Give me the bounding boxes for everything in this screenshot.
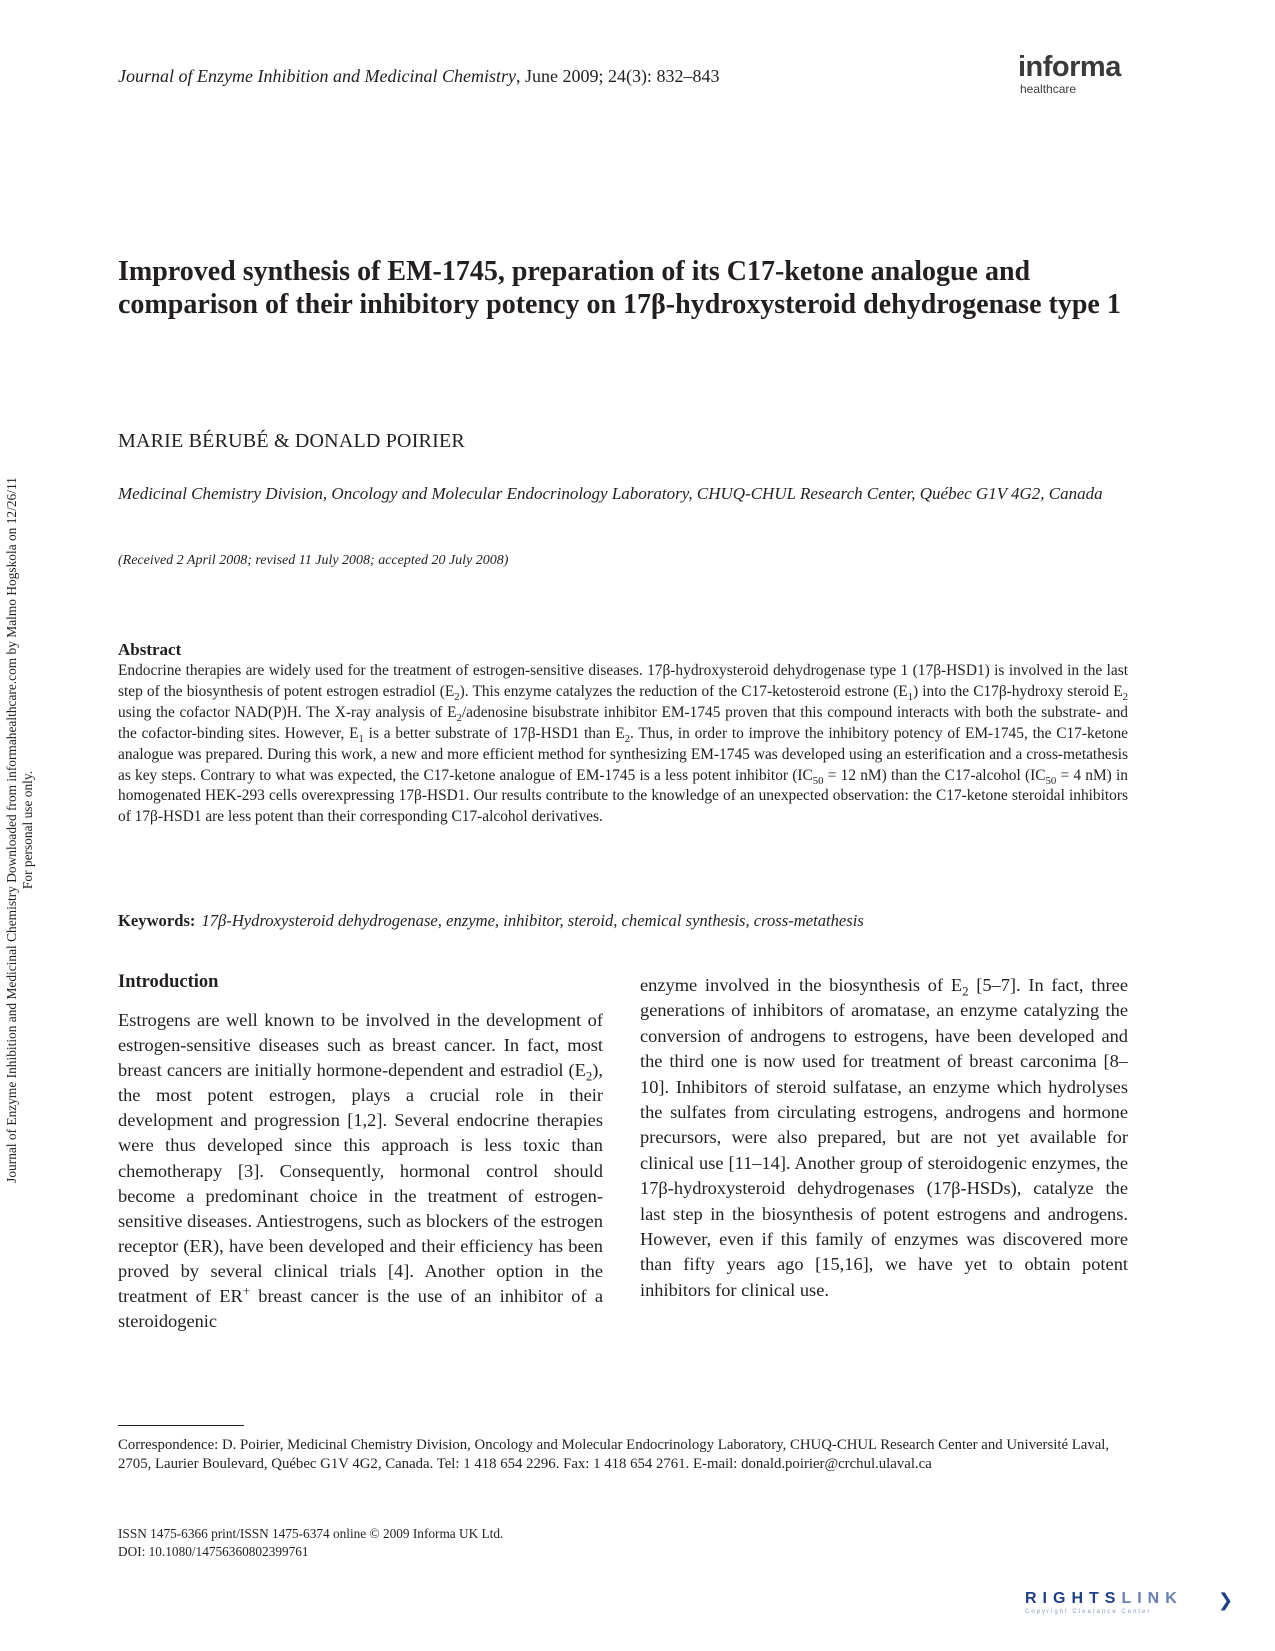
rightslink-logo[interactable] [1025, 1590, 1234, 1615]
correspondence-note: Correspondence: D. Poirier, Medicinal Chemistry Division, Oncology and Molecular Endocrinology Laboratory, CHUQ-CHUL Research Center and Université Laval, 2705, Laurier Boulevard, Québec G1V 4G2, Canada. Tel: 1 418 654 2296. Fax: 1 418 654 2761. E-mail: donald.poirier@crchul.ulaval.ca [118, 1437, 1110, 1472]
subscript: 2 [456, 711, 462, 724]
abstract-text: is a better substrate of 17β-HSD1 than E [363, 724, 625, 742]
received-dates: (Received 2 April 2008; revised 11 July 2008; accepted 20 July 2008) [118, 553, 509, 568]
footnote-divider [118, 1425, 244, 1426]
keywords-value: 17β-Hydroxysteroid dehydrogenase, enzyme, inhibitor, steroid, chemical synthesis, cross-metathesis [201, 911, 864, 930]
subscript: 50 [1045, 774, 1057, 787]
issn-block [118, 1525, 503, 1561]
article-affiliation: Medicinal Chemistry Division, Oncology and Molecular Endocrinology Laboratory, CHUQ-CHUL Research Center, Québec G1V 4G2, Canada [118, 484, 1103, 503]
body-text: Estrogens are well known to be involved in the development of estrogen-sensitive diseases such as breast cancer. In fact, most breast cancers are initially hormone-dependent and estradiol (E [118, 1010, 603, 1081]
subscript: 50 [812, 774, 824, 787]
abstract-text: Endocrine therapies are widely used for the treatment of estrogen-sensitive diseases. 17β-hydroxysteroid dehydrogenase type 1 (17β-HSD1) is involved in the last step of the biosynthesis of potent estrogen estradiol (E [118, 662, 1128, 700]
subscript: 2 [454, 690, 460, 703]
download-notice-line2: For personal use only. [19, 770, 35, 890]
abstract-body [118, 661, 1128, 828]
logo-sub: healthcare [1020, 82, 1077, 96]
body-text: ), the most potent estrogen, plays a crucial role in their development and progression [1,2]. Several endocrine therapies were thus developed since this approach is less toxic than chemotherapy [3]. Consequently, hormonal control should become a predominant choice in the treatment of estrogen-sensitive diseases. Antiestrogens, such as blockers of the estrogen receptor (ER), have been developed and their efficiency has been proved by several clinical trials [4]. Another option in the treatment of ER [118, 1060, 603, 1307]
article-title: Improved synthesis of EM-1745, preparation of its C17-ketone analogue and comparison of their inhibitory potency on 17β-hydroxysteroid dehydrogenase type 1 [118, 256, 1121, 320]
subscript: 1 [907, 690, 914, 703]
logo-brand: informa [1018, 51, 1121, 83]
doi-line: DOI: 10.1080/14756360802399761 [118, 1544, 309, 1559]
introduction-left-column [118, 1008, 603, 1334]
subscript: 2 [962, 984, 969, 999]
abstract-text: = 4 nM) in homogenated HEK-293 cells overexpressing 17β-HSD1. Our results contribute to the knowledge of an unexpected observation: the C17-ketone steroidal inhibitors of 17β-HSD1 are less potent than their corresponding C17-alcohol derivatives. [118, 766, 1128, 826]
journal-name: Journal of Enzyme Inhibition and Medicinal Chemistry [118, 66, 516, 86]
chevron-right-icon: ❯ [1218, 1590, 1234, 1611]
issn-line: ISSN 1475-6366 print/ISSN 1475-6374 online © 2009 Informa UK Ltd. [118, 1526, 504, 1541]
abstract-text: ). This enzyme catalyzes the reduction of the C17-ketosteroid estrone (E [459, 682, 908, 700]
abstract-text: ) into the C17β-hydroxy steroid E [913, 682, 1123, 700]
abstract-text: = 12 nM) than the C17-alcohol (IC [823, 766, 1046, 784]
informa-logo [1018, 52, 1121, 96]
abstract-text: using the cofactor NAD(P)H. The X-ray analysis of E [118, 703, 457, 721]
abstract-text: . Thus, in order to improve the inhibitory potency of EM-1745, the C17-ketone analogue was prepared. During this work, a new and more efficient method for synthesizing EM-1745 was developed using an esterification and a cross-metathesis as key steps. Contrary to what was expected, the C17-ketone analogue of EM-1745 is a less potent inhibitor (IC [118, 724, 1129, 784]
body-text: [5–7]. In fact, three generations of inhibitors of aromatase, an enzyme catalyzing the conversion of androgens to estrogens, have been developed and the third one is now used for treatment of breast carconima [8–10]. Inhibitors of steroid sulfatase, an enzyme which hydrolyses the sulfates from circulating estrogens, androgens and hormone precursors, were also prepared, but are not yet available for clinical use [11–14]. Another group of steroidogenic enzymes, the 17β-hydroxysteroid dehydrogenases (17β-HSDs), catalyze the last step in the biosynthesis of potent estrogens and androgens. However, even if this family of enzymes was discovered more than fifty years ago [15,16], we have yet to obtain potent inhibitors for clinical use. [640, 975, 1128, 1300]
keywords-label: Keywords: [118, 911, 196, 930]
subscript: 1 [358, 732, 364, 745]
subscript: 2 [1122, 690, 1128, 703]
download-notice [4, 390, 35, 1270]
keywords [118, 911, 1128, 931]
abstract-heading: Abstract [118, 640, 182, 659]
article-authors: MARIE BÉRUBÉ & DONALD POIRIER [118, 430, 465, 452]
rightslink-strong: RIGHTS [1025, 1590, 1122, 1607]
superscript: + [242, 1283, 250, 1298]
journal-citation [118, 66, 719, 87]
journal-issue: , June 2009; 24(3): 832–843 [515, 66, 720, 86]
body-text: breast cancer is the use of an inhibitor of a steroidogenic [118, 1286, 603, 1332]
introduction-heading: Introduction [118, 972, 219, 992]
introduction-right-column [640, 973, 1128, 1303]
body-text: enzyme involved in the biosynthesis of E [640, 975, 963, 995]
rightslink-wordmark [1025, 1590, 1183, 1608]
subscript: 2 [585, 1069, 593, 1084]
download-notice-line1: Journal of Enzyme Inhibition and Medicinal Chemistry Downloaded from informahealthcare.com by Malmo Hogskola on 12/26/11 [4, 477, 19, 1183]
abstract-text: /adenosine bisubstrate inhibitor EM-1745 proven that this compound interacts with both the substrate- and the cofactor-binding sites. However, E [118, 703, 1129, 742]
rightslink-subtitle: Copyright Clearance Center [1025, 1609, 1152, 1615]
rightslink-light: LINK [1121, 1590, 1183, 1607]
subscript: 2 [624, 732, 631, 745]
